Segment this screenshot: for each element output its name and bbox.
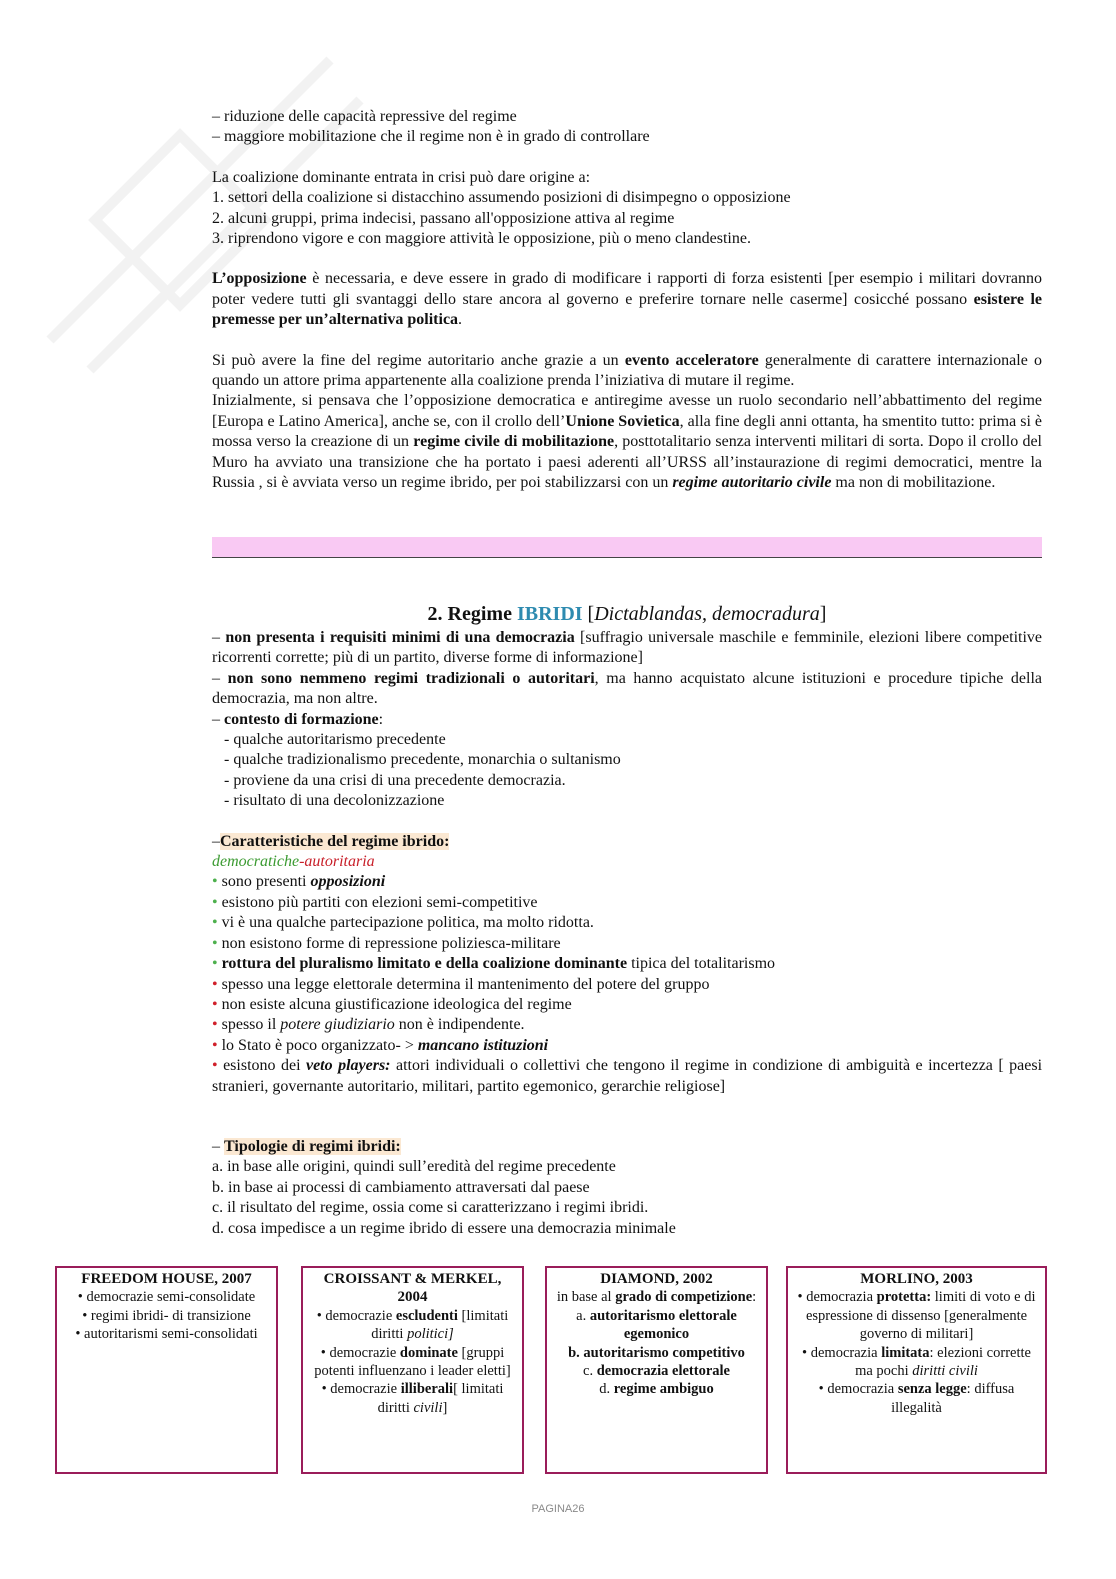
types-item: d. cosa impedisce a un regime ibrido di essere una democrazia minimale (212, 1219, 676, 1237)
box-item: c. democrazia elettorale (583, 1363, 730, 1380)
context-item: - risultato di una decolonizzazione (224, 792, 445, 810)
feature-item: • spesso una legge elettorale determina il mantenimento del potere del gruppo (212, 975, 710, 993)
feature-item: • spesso il potere giudiziario non è indipendente. (212, 1016, 525, 1034)
opposition-paragraph: L’opposizione è necessaria, e deve essere in grado di modificare i rapporti di forza esistenti [per esempio i militari dovranno poter vedere tutti gli svantaggi dello stare ancora al governo e preferire tornare nelle caserme] cosicché possano esistere le premesse per un’alternativa politica. (212, 270, 1043, 329)
feature-item: • lo Stato è poco organizzato- > mancano istituzioni (212, 1036, 549, 1054)
box-subtitle: in base al grado di competizione: (556, 1289, 757, 1306)
box-item: • democrazia limitata: elezioni corrette ma pochi diritti civili (802, 1344, 1031, 1380)
box-item: • democrazie semi-consolidate (77, 1289, 256, 1306)
freedom-house-box (55, 1266, 278, 1474)
feature-item: • rottura del pluralismo limitato e della coalizione dominante tipica del totalitarismo (212, 955, 776, 973)
hybrid-point: – non sono nemmeno regimi tradizionali o autoritari, ma hanno acquistato alcune istituzioni e procedure tipiche della democrazia, ma non altre. (212, 669, 1043, 708)
list-item: 1. settori della coalizione si distacchino assumendo posizioni di disimpegno o opposizione (212, 189, 791, 207)
context-item: - qualche autoritarismo precedente (224, 731, 446, 749)
types-heading: – Tipologie di regimi ibridi: (212, 1137, 401, 1155)
box-item: d. regime ambiguo (599, 1381, 714, 1398)
box-item: • democrazie illiberali[ limitati diritti civili] (321, 1381, 504, 1416)
section-title: 2. Regime IBRIDI [Dictablandas, democradura] (427, 603, 827, 625)
box-title: FREEDOM HOUSE, 2007 (81, 1271, 252, 1287)
feature-item: • esistono più partiti con elezioni semi-competitive (212, 893, 538, 911)
feature-item: • non esistono forme di repressione poliziesca-militare (212, 934, 561, 952)
box-item: • democrazie dominate [gruppi potenti influenzano i leader eletti] (314, 1344, 511, 1380)
end-regime-paragraph: Si può avere la fine del regime autoritario anche grazie a un evento acceleratore generalmente di carattere internazionale o quando un attore prima appartenente alla coalizione prenda l’iniziativa di mutare il regime. (212, 351, 1043, 390)
history-paragraph: Inizialmente, si pensava che l’opposizione democratica e antiregime avesse un ruolo secondario nell’abbattimento del regime [Europa e Latino America], anche se, con il crollo dell’Unione Sovietica, alla fine degli anni ottanta, ha smentito tutto: prima si è mossa verso la creazione di un regime civile di mobilitazione, posttotalitario senza interventi militari di sorta. Dopo il crollo del Muro ha avviato una transizione che ha portato i paesi aderenti all’URSS all’instaurazione di regimi democratici, mentre la Russia , si è avviata verso un regime ibrido, per poi stabilizzarsi con un regime autoritario civile ma non di mobilitazione. (212, 392, 1043, 492)
morlino-box (786, 1266, 1047, 1474)
box-item: a. autoritarismo elettorale egemonico (576, 1307, 737, 1343)
box-item: • democrazie escludenti [limitati diritti politici] (316, 1307, 509, 1343)
croissant-merkel-box (301, 1266, 524, 1474)
box-title: DIAMOND, 2002 (600, 1271, 713, 1287)
features-label: democratiche-autoritaria (212, 853, 375, 871)
box-item: • autoritarismi semi-consolidati (75, 1326, 258, 1343)
box-item: • democrazia senza legge: diffusa illegalità (818, 1381, 1015, 1416)
feature-item: • sono presenti opposizioni (212, 873, 386, 891)
diamond-box (545, 1266, 768, 1474)
box-item: • democrazia protetta: limiti di voto e di espressione di dissenso [generalmente governo di militari] (797, 1289, 1036, 1343)
top-text-block (212, 107, 1042, 494)
hybrid-section (212, 628, 1042, 1239)
hybrid-point: – contesto di formazione: (212, 710, 384, 728)
types-item: a. in base alle origini, quindi sull’eredità del regime precedente (212, 1158, 616, 1176)
list-item: – riduzione delle capacità repressive del regime (212, 108, 517, 125)
box-item: b. autoritarismo competitivo (568, 1344, 745, 1361)
types-item: c. il risultato del regime, ossia come si caratterizzano i regimi ibridi. (212, 1199, 649, 1217)
page-number: PAGINA26 (531, 1503, 585, 1515)
section-separator (212, 537, 1042, 558)
feature-item: • esistono dei veto players: attori individuali o collettivi che tengono il regime in condizione di ambiguità e incertezza [ paesi stranieri, governante autoritario, militari, partito egemonico, gerarchie religiose] (212, 1057, 1043, 1095)
context-item: - proviene da una crisi di una precedente democrazia. (224, 771, 566, 789)
list-item: 2. alcuni gruppi, prima indecisi, passano all'opposizione attiva al regime (212, 209, 675, 227)
features-heading: –Caratteristiche del regime ibrido: (212, 832, 450, 850)
context-item: - qualche tradizionalismo precedente, monarchia o sultanismo (224, 751, 621, 769)
hybrid-point: – non presenta i requisiti minimi di una democrazia [suffragio universale maschile e femminile, elezioni libere competitive ricorrenti corrette; più di un partito, diverse forme di informazione] (212, 629, 1042, 667)
types-item: b. in base ai processi di cambiamento attraversati dal paese (212, 1178, 590, 1196)
box-title: CROISSANT & MERKEL, 2004 (323, 1271, 502, 1306)
list-item: 3. riprendono vigore e con maggiore attività le opposizione, più o meno clandestine. (212, 230, 751, 248)
list-item: – maggiore mobilitazione che il regime non è in grado di controllare (212, 128, 650, 146)
feature-item: • non esiste alcuna giustificazione ideologica del regime (212, 995, 572, 1013)
box-title: MORLINO, 2003 (860, 1271, 973, 1287)
box-item: • regimi ibridi- di transizione (82, 1307, 251, 1324)
feature-item: • vi è una qualche partecipazione politica, ma molto ridotta. (212, 914, 594, 932)
crisis-lead: La coalizione dominante entrata in crisi può dare origine a: (212, 168, 591, 186)
